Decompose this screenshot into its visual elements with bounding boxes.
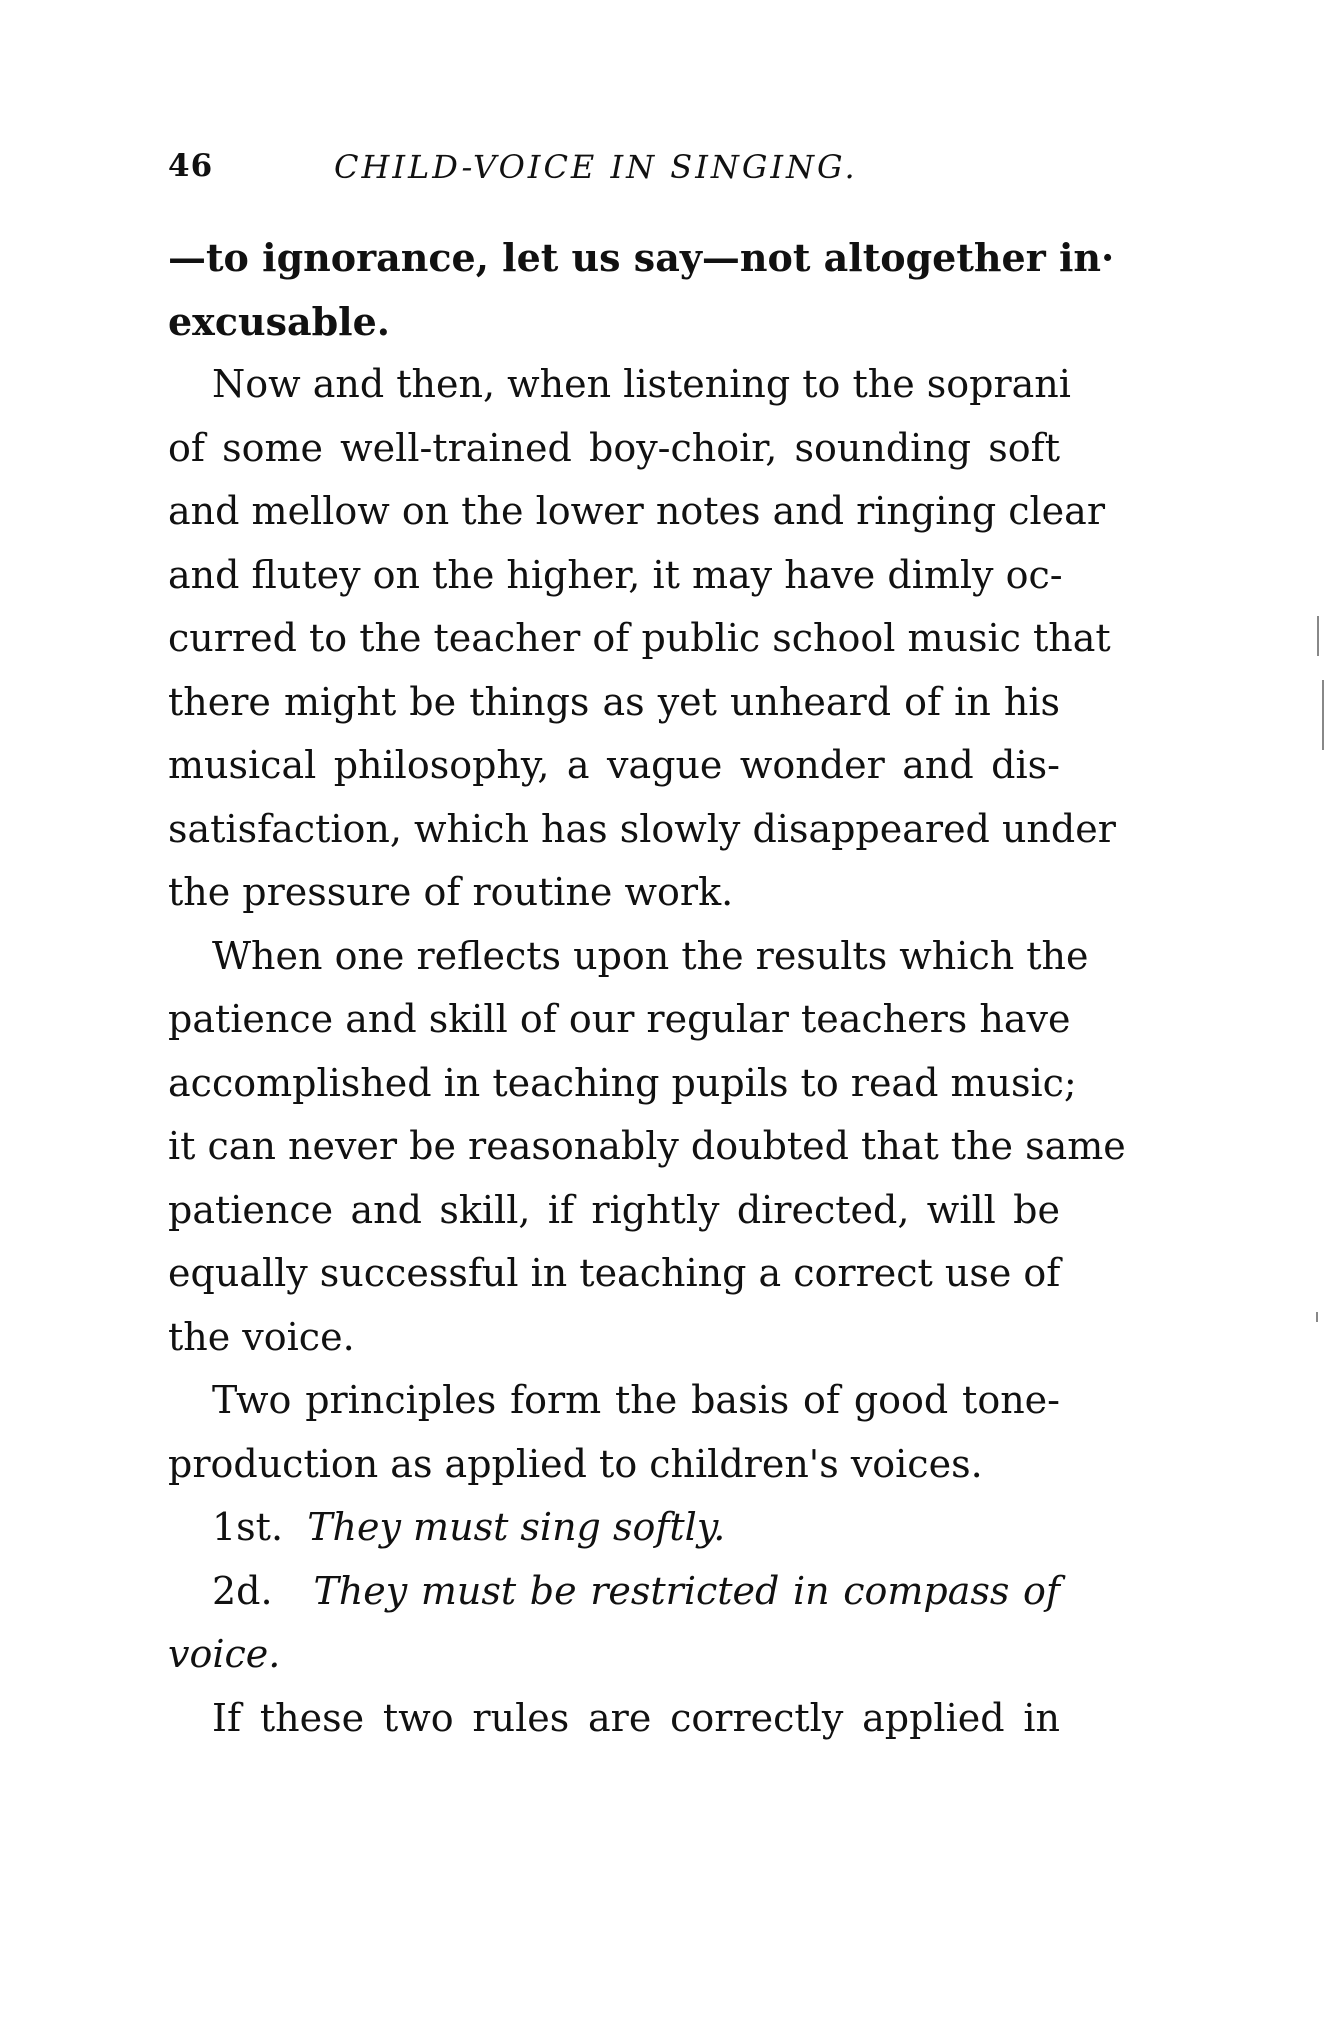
text-line: equally successful in teaching a correct use of [168, 1251, 1061, 1295]
text-line: patience and skill of our regular teachers have [168, 997, 1071, 1041]
margin-mark [1322, 680, 1324, 750]
rule-item [168, 1496, 1060, 1560]
body-text [168, 226, 1126, 1750]
text-line: the pressure of routine work. [168, 870, 734, 914]
text-line: excusable. [168, 298, 391, 344]
running-title: CHILD-VOICE IN SINGING. [334, 148, 858, 186]
rule-label: 2d. [212, 1568, 273, 1613]
text-line: and flutey on the higher, it may have dimly oc- [168, 552, 1063, 597]
rule-label: 1st. [212, 1505, 284, 1549]
page-header [168, 148, 1068, 198]
text-line: —to ignorance, let us say—not altogether in· [168, 235, 1115, 280]
rule-text: They must be restricted in compass of [313, 1568, 1060, 1613]
text-line: the voice. [168, 1314, 355, 1359]
text-line: and mellow on the lower notes and ringing clear [168, 489, 1105, 533]
text-line: there might be things as yet unheard of in his [168, 679, 1060, 724]
text-line: musical philosophy, a vague wonder and dis- [168, 743, 1060, 787]
text-line: accomplished in teaching pupils to read music; [168, 1060, 1077, 1105]
text-line: Two principles form the basis of good tone- [212, 1378, 1060, 1422]
text-line: When one reflects upon the results which the [212, 933, 1089, 978]
margin-mark [1317, 616, 1319, 656]
rule-text: They must sing softly. [307, 1505, 726, 1549]
page-number: 46 [168, 148, 214, 184]
text-line: Now and then, when listening to the soprani [212, 362, 1071, 406]
rule-text-continuation: voice. [168, 1632, 281, 1676]
text-line: satisfaction, which has slowly disappeared under [168, 806, 1116, 851]
text-line: patience and skill, if rightly directed, will be [168, 1187, 1060, 1232]
text-line: curred to the teacher of public school music that [168, 616, 1111, 660]
margin-mark [1316, 1312, 1318, 1322]
text-line: of some well-trained boy-choir, sounding soft [168, 425, 1060, 470]
rule-item [168, 1560, 1060, 1624]
text-line: production as applied to children's voices. [168, 1441, 983, 1486]
text-line: If these two rules are correctly applied in [212, 1695, 1060, 1740]
text-line: it can never be reasonably doubted that the same [168, 1124, 1126, 1168]
